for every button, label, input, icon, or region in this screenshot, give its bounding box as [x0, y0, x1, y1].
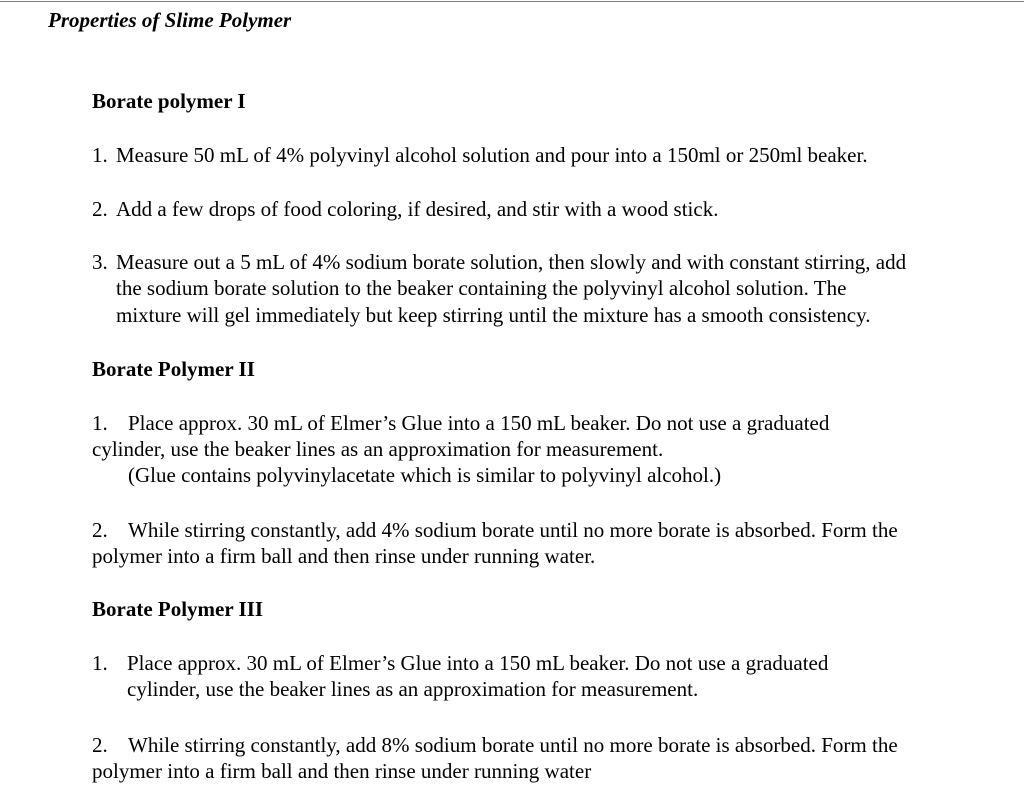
step-text-line: cylinder, use the beaker lines as an approximation for measurement. [127, 677, 699, 701]
step-text-line: While stirring constantly, add 4% sodium borate until no more borate is absorbed. Form the [128, 518, 898, 542]
step-text-line: mixture will gel immediately but keep stirring until the mixture has a smooth consistency. [116, 303, 871, 327]
step-text-line: Measure 50 mL of 4% polyvinyl alcohol solution and pour into a 150ml or 250ml beaker. [116, 143, 868, 167]
step-text-line: Place approx. 30 mL of Elmer’s Glue into a 150 mL beaker. Do not use a graduated [128, 411, 830, 435]
step-number: 1. [92, 651, 108, 675]
section-heading: Borate polymer I [92, 89, 246, 113]
step-text-line: polymer into a firm ball and then rinse under running water. [92, 544, 596, 568]
step-number: 2. [92, 197, 108, 221]
section-heading: Borate Polymer III [92, 597, 264, 621]
step-text-line: (Glue contains polyvinylacetate which is similar to polyvinyl alcohol.) [128, 463, 722, 487]
step-number: 2. [92, 518, 108, 542]
step-text-line: Add a few drops of food coloring, if desired, and stir with a wood stick. [116, 197, 719, 221]
step-number: 1. [92, 143, 108, 167]
step-number: 3. [92, 250, 108, 274]
step-text-line: While stirring constantly, add 8% sodium borate until no more borate is absorbed. Form the [128, 733, 898, 757]
step-text-line: Measure out a 5 mL of 4% sodium borate solution, then slowly and with constant stirring, add [116, 250, 907, 274]
step-text-line: Place approx. 30 mL of Elmer’s Glue into a 150 mL beaker. Do not use a graduated [127, 651, 829, 675]
step-text-line: cylinder, use the beaker lines as an approximation for measurement. [92, 437, 664, 461]
step-number: 1. [92, 411, 108, 435]
step-text-line: polymer into a firm ball and then rinse under running water [92, 759, 592, 783]
step-text-line: the sodium borate solution to the beaker containing the polyvinyl alcohol solution. The [116, 276, 847, 300]
section-heading: Borate Polymer II [92, 357, 255, 381]
step-number: 2. [92, 733, 108, 757]
top-border-line [0, 1, 1024, 2]
document-title: Properties of Slime Polymer [48, 8, 292, 32]
